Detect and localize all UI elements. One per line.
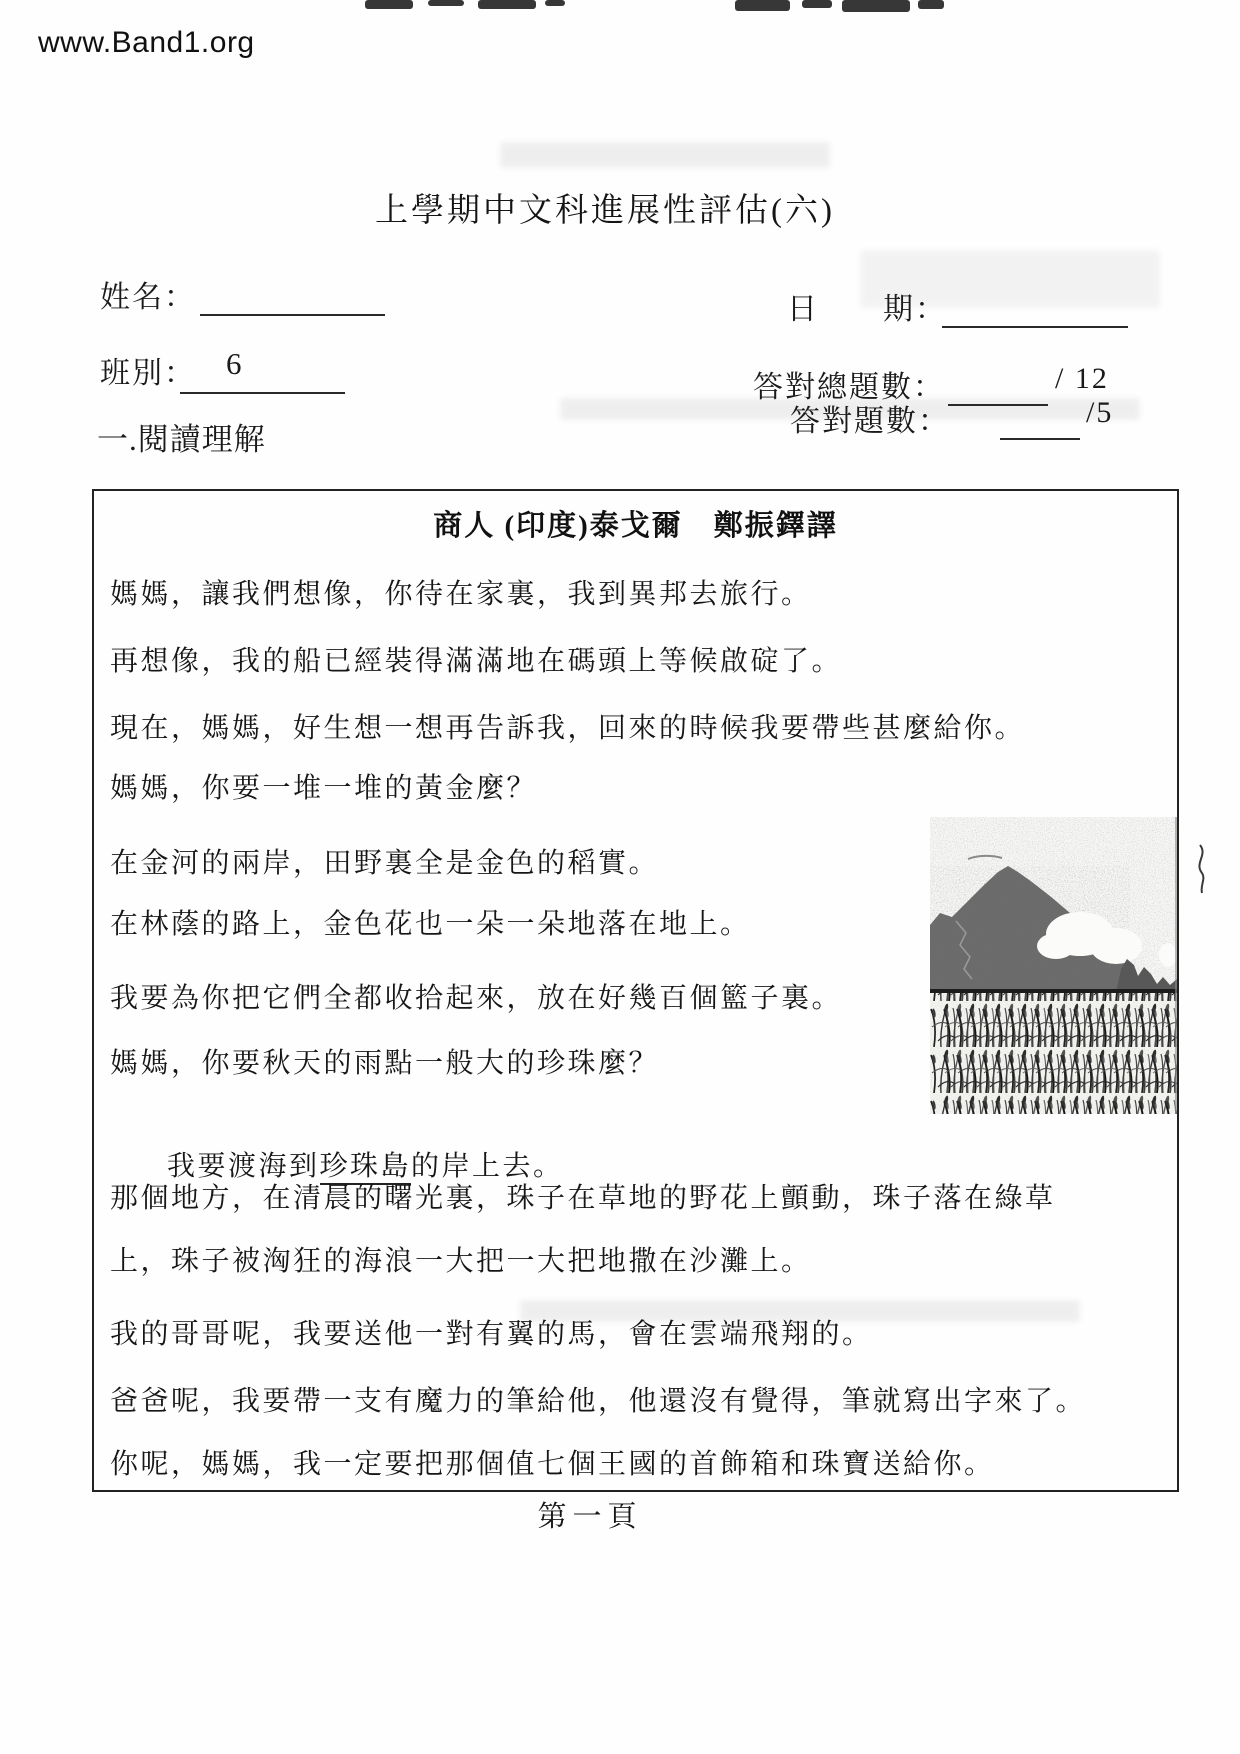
- watermark-url: www.Band1.org: [38, 26, 255, 59]
- poem-line: 那個地方，在清晨的曙光裏，珠子在草地的野花上顫動，珠子落在綠草: [110, 1183, 1056, 1214]
- scan-artifact: [1192, 843, 1214, 895]
- poem-line: 我的哥哥呢，我要送他一對有翼的馬，會在雲端飛翔的。: [110, 1319, 873, 1350]
- poem-line: 媽媽，讓我們想像，你待在家裏，我到異邦去旅行。: [110, 579, 812, 610]
- poem-line: 媽媽，你要秋天的雨點一般大的珍珠麼？: [110, 1048, 660, 1079]
- scan-artifact: [842, 0, 910, 12]
- poem-line-text: 我要渡海到: [167, 1151, 320, 1182]
- date-blank-line: [942, 326, 1128, 328]
- reading-passage-box: [92, 489, 1179, 1492]
- exam-title: 上學期中文科進展性評估(六): [375, 193, 835, 229]
- scan-artifact: [802, 0, 832, 8]
- class-value: 6: [226, 346, 244, 381]
- date-label: 日 期：: [787, 293, 947, 326]
- total-score-blank-line: [948, 404, 1048, 406]
- passage-title: 商人 (印度)泰戈爾 鄭振鐸譯: [433, 510, 838, 542]
- poem-line: 在金河的兩岸，田野裏全是金色的稻實。: [110, 848, 660, 879]
- scan-artifact: [365, 0, 413, 9]
- page-number: 第一頁: [537, 1501, 643, 1533]
- poem-line: 媽媽，你要一堆一堆的黃金麼？: [110, 773, 538, 804]
- total-score-denominator: / 12: [1055, 362, 1109, 395]
- total-score-label: 答對總題數：: [753, 371, 945, 404]
- section-score-denominator: /5: [1086, 396, 1114, 429]
- name-label: 姓名：: [100, 281, 196, 314]
- scan-artifact: [918, 0, 944, 9]
- scan-artifact: [545, 0, 565, 6]
- poem-line-text: 的岸上去。: [411, 1151, 564, 1182]
- scan-artifact: [735, 0, 790, 11]
- scan-artifact: [428, 0, 464, 6]
- scan-artifact: [478, 0, 536, 9]
- section-score-label: 答對題數：: [790, 405, 950, 438]
- field-illustration: [930, 817, 1177, 1114]
- poem-line: 現在，媽媽，好生想一想再告訴我，回來的時候我要帶些甚麼給你。: [110, 713, 1026, 744]
- name-blank-line: [200, 314, 385, 316]
- poem-line: 再想像，我的船已經裝得滿滿地在碼頭上等候啟碇了。: [110, 646, 843, 677]
- class-label: 班別：: [100, 357, 196, 390]
- section-score-blank-line: [1000, 438, 1080, 440]
- scan-artifact: [500, 142, 830, 168]
- poem-line: 我要為你把它們全都收拾起來，放在好幾百個籃子裏。: [110, 983, 843, 1014]
- poem-line: 上，珠子被洶狂的海浪一大把一大把地撒在沙灘上。: [110, 1246, 812, 1277]
- poem-line: 爸爸呢，我要帶一支有魔力的筆給他，他還沒有覺得，筆就寫出字來了。: [110, 1386, 1087, 1417]
- poem-line: 在林蔭的路上，金色花也一朵一朵地落在地上。: [110, 909, 751, 940]
- poem-line: 你呢，媽媽，我一定要把那個值七個王國的首飾箱和珠寶送給你。: [110, 1449, 995, 1480]
- underlined-term: 珍珠島: [320, 1151, 412, 1185]
- class-blank-line: [180, 392, 345, 394]
- section-heading: 一.閱讀理解: [97, 422, 266, 457]
